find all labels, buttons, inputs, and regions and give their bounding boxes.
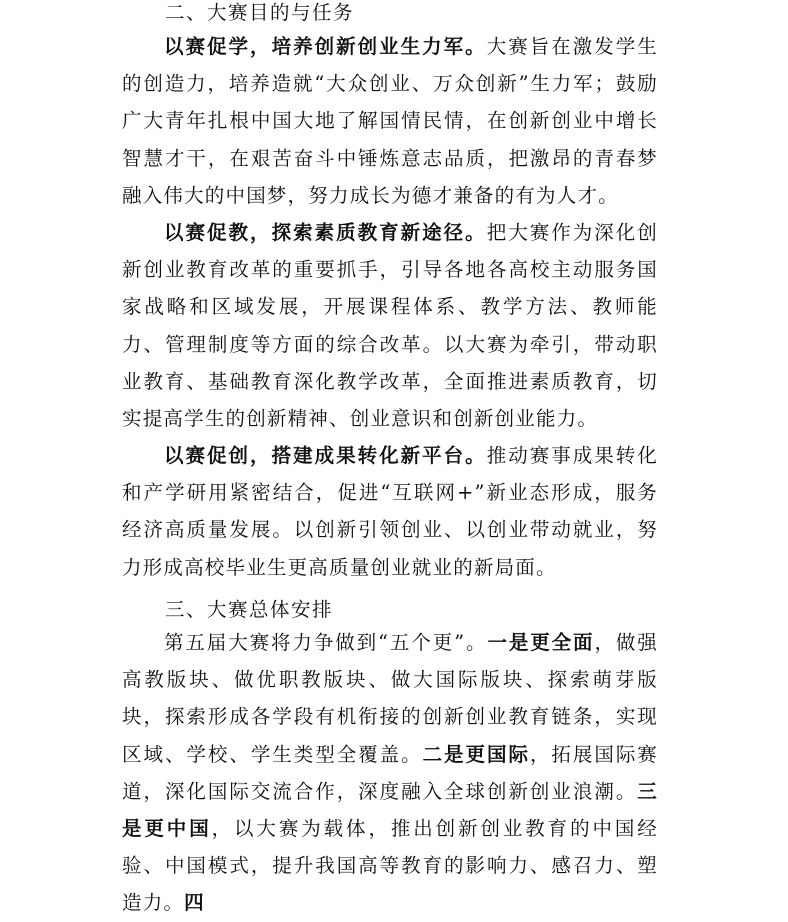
point3-lead: 三是更中国 xyxy=(122,779,658,841)
section-two-heading: 二、大赛目的与任务 xyxy=(165,1,355,24)
paragraph-innovation-lead: 以赛促创，搭建成果转化新平台。 xyxy=(164,444,487,467)
paragraph-teaching-body: 把大赛作为深化创新创业教育改革的重要抓手，引导各地各高校主动服务国家战略和区域发展，开展课程体系、教学方法、教师能力、管理制度等方面的综合改革。以大赛为牵引，带动职业教育、基础教育深化教学改革，全面推进素质教育，切实提高学生的创新精神、创业意识和创新创业能力。 xyxy=(122,221,658,431)
point1-lead: 一是更全面 xyxy=(487,631,595,654)
paragraph-innovation xyxy=(122,437,658,586)
point2-body: ，拓展国际赛道，深化国际交流合作，深度融入全球创新创业浪潮。 xyxy=(122,742,658,803)
point1-body: ，做强高教版块、做优职教版块、做大国际版块、探索萌芽版块，探索形成各学段有机衔接的创新创业教育链条，实现区域、学校、学生类型全覆盖。 xyxy=(122,631,658,766)
point3-body: ，以大赛为载体，推出创新创业教育的中国经验、中国模式，提升我国高等教育的影响力、感召力、塑造力。 xyxy=(122,817,658,915)
paragraph-arrangement xyxy=(122,624,658,922)
paragraph-learning-lead: 以赛促学，培养创新创业生力军。 xyxy=(164,35,487,58)
section-three-heading: 三、大赛总体安排 xyxy=(165,598,334,621)
paragraph-teaching-lead: 以赛促教，探索素质教育新途径。 xyxy=(164,221,487,244)
paragraph-learning-body: 大赛旨在激发学生的创造力，培养造就“大众创业、万众创新”生力军；鼓励广大青年扎根中国大地了解国情民情，在创新创业中增长智慧才干，在艰苦奋斗中锤炼意志品质，把激昂的青春梦融入伟大的中国梦，努力成长为德才兼备的有为人才。 xyxy=(122,35,658,207)
paragraph-learning xyxy=(122,28,658,214)
paragraph-arrangement-intro: 第五届大赛将力争做到“五个更”。 xyxy=(164,631,488,654)
point2-lead: 二是更国际 xyxy=(422,742,530,766)
point4-lead: 四 xyxy=(184,891,205,915)
paragraph-teaching xyxy=(122,214,658,437)
paragraph-innovation-body: 推动赛事成果转化和产学研用紧密结合，促进“互联网+”新业态形成，服务经济高质量发展。以创新引领创业、以创业带动就业，努力形成高校毕业生更高质量创业就业的新局面。 xyxy=(122,444,658,579)
